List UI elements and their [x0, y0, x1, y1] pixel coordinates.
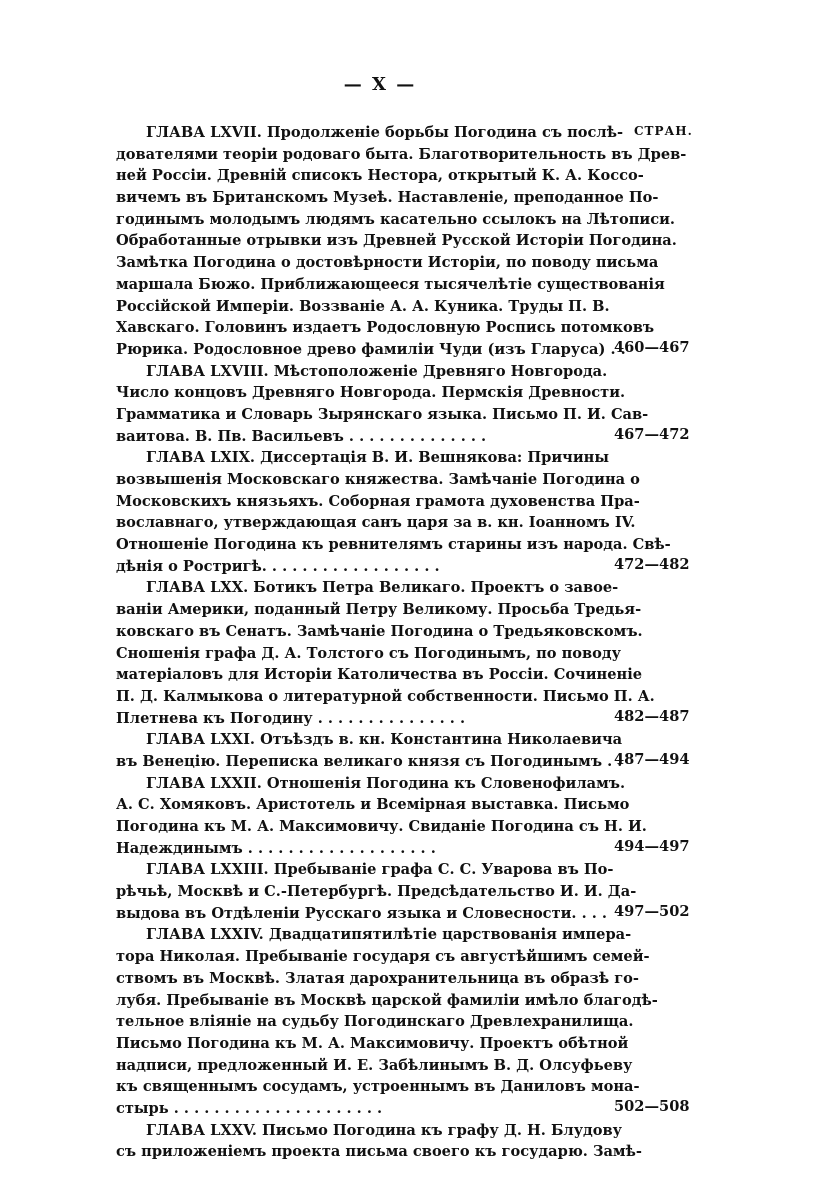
toc-line-text: Хавскаго. Головинъ издаетъ Родословную Роспись потомковъ — [116, 319, 655, 337]
page-number: — X — — [343, 74, 417, 95]
toc-line — [116, 686, 690, 708]
toc-line — [116, 252, 690, 274]
toc-line — [116, 534, 690, 556]
toc-line — [116, 621, 690, 643]
toc-line — [116, 556, 690, 578]
toc-line-text: П. Д. Калмыкова о литературной собственности. Письмо П. А. — [116, 687, 655, 705]
toc-line — [116, 794, 690, 816]
toc-line — [116, 773, 690, 795]
toc-page-range: 467—472 — [614, 425, 690, 443]
toc-line-text: возвышенія Московскаго княжества. Замѣчаніе Погодина о — [116, 471, 640, 488]
toc-line-text: къ священнымъ сосудамъ, устроеннымъ въ Даниловъ мона- — [116, 1078, 640, 1096]
toc-line — [116, 187, 690, 209]
toc-line-text: Число концовъ Древняго Новгорода. Пермскія Древности. — [116, 384, 626, 402]
toc-line — [116, 708, 690, 730]
toc-line-text: дователями теоріи родоваго быта. Благотворительность въ Древ- — [116, 145, 687, 163]
toc-line-text: надписи, предложенный И. Е. Забѣлинымъ В. Д. Олсуфьеву — [116, 1056, 633, 1074]
toc-line-text: ГЛАВА LXXI. Отъѣздъ в. кн. Константина Николаевича — [146, 731, 623, 749]
table-of-contents — [116, 122, 690, 1163]
toc-line-text: Рюрика. Родословное древо фамиліи Чуди (изъ Гларуса) . . — [116, 340, 626, 358]
toc-line — [116, 317, 690, 339]
toc-line-text: дѣнія о Ростригѣ. . . . . . . . . . . . . . . . . . — [116, 557, 440, 575]
toc-line-text: съ приложеніемъ проекта письма своего къ государю. Замѣ- — [116, 1143, 642, 1161]
toc-line — [116, 816, 690, 838]
toc-line-text: ковскаго въ Сенатъ. Замѣчаніе Погодина о Тредьяковскомъ. — [116, 622, 643, 640]
toc-page-range: 494—497 — [614, 837, 690, 855]
toc-line — [116, 1141, 690, 1163]
toc-line-text: Грамматика и Словарь Зырянскаго языка. Письмо П. И. Сав- — [116, 405, 649, 423]
toc-line — [116, 382, 690, 404]
toc-line — [116, 577, 690, 599]
toc-line — [116, 1011, 690, 1033]
toc-line — [116, 1098, 690, 1120]
toc-line — [116, 469, 690, 491]
toc-line-text: Плетнева къ Погодину . . . . . . . . . . . . . . . — [116, 709, 466, 727]
toc-line — [116, 990, 690, 1012]
toc-line-text: Россійской Имперіи. Воззваніе А. А. Куника. Труды П. В. — [116, 297, 610, 315]
toc-line-text: ГЛАВА LXXV. Письмо Погодина къ графу Д. Н. Блудову — [146, 1121, 622, 1139]
toc-line-text: годинымъ молодымъ людямъ касательно ссылокъ на Лѣтописи. — [116, 210, 676, 228]
toc-line — [116, 924, 690, 946]
toc-line-text: ГЛАВА LXVII. Продолженіе борьбы Погодина съ послѣ- — [146, 124, 624, 141]
toc-line-text: въ Венецію. Переписка великаго князя съ Погодинымъ . . — [116, 752, 623, 770]
toc-line — [116, 1055, 690, 1077]
toc-line — [116, 144, 690, 166]
toc-line-text: тора Николая. Пребываніе государя съ августѣйшимъ семей- — [116, 948, 650, 966]
toc-line — [116, 122, 690, 144]
toc-line-text: вославнаго, утверждающая санъ царя за в. кн. Іоанномъ IV. — [116, 514, 636, 532]
toc-line — [116, 838, 690, 860]
toc-line — [116, 426, 690, 448]
toc-page-range: 497—502 — [614, 902, 690, 920]
toc-line-text: ГЛАВА LXVIII. Мѣстоположеніе Древняго Новгорода. — [146, 362, 608, 380]
toc-line-text: Московскихъ князьяхъ. Соборная грамота духовенства Пра- — [116, 492, 640, 510]
toc-line-text: стырь . . . . . . . . . . . . . . . . . . . . . — [116, 1099, 383, 1117]
toc-line-text: рѣчьѣ, Москвѣ и С.-Петербургѣ. Предсѣдательство И. И. Да- — [116, 883, 637, 901]
toc-line-text: тельное вліяніе на судьбу Погодинскаго Древлехранилища. — [116, 1013, 634, 1031]
toc-line — [116, 903, 690, 925]
toc-line — [116, 946, 690, 968]
toc-line — [116, 165, 690, 187]
toc-line-text: Сношенія графа Д. А. Толстого съ Погодинымъ, по поводу — [116, 644, 621, 662]
toc-line-text: Отношеніе Погодина къ ревнителямъ старины изъ народа. Свѣ- — [116, 536, 671, 554]
toc-line — [116, 274, 690, 296]
toc-line-text: ГЛАВА LXXIII. Пребываніе графа С. С. Уварова въ По- — [146, 861, 614, 879]
toc-line-text: выдова въ Отдѣленіи Русскаго языка и Словесности. . . . — [116, 904, 607, 922]
toc-page-range: 502—508 — [614, 1097, 690, 1115]
toc-line — [116, 1120, 690, 1142]
toc-line — [116, 339, 690, 361]
toc-page-range: 460—467 — [614, 338, 690, 356]
toc-line — [116, 881, 690, 903]
toc-line — [116, 729, 690, 751]
toc-line-text: Обработанные отрывки изъ Древней Русской Исторіи Погодина. — [116, 232, 677, 250]
toc-line — [116, 1033, 690, 1055]
toc-line — [116, 751, 690, 773]
toc-line — [116, 296, 690, 318]
toc-page-range: 487—494 — [614, 750, 690, 768]
toc-line-text: вичемъ въ Британскомъ Музеѣ. Наставленіе, преподанное По- — [116, 189, 659, 207]
toc-line-text: ГЛАВА LXXIV. Двадцатипятилѣтіе царствованія импера- — [146, 926, 632, 944]
toc-line-text: ствомъ въ Москвѣ. Златая дарохранительница въ образѣ го- — [116, 969, 639, 987]
toc-line-text: матеріаловъ для Исторіи Католичества въ Россіи. Сочиненіе — [116, 666, 643, 684]
toc-line-text: Надеждинымъ . . . . . . . . . . . . . . . . . . . — [116, 839, 436, 857]
toc-line — [116, 447, 690, 469]
toc-line — [116, 361, 690, 383]
toc-line — [116, 1076, 690, 1098]
toc-line — [116, 230, 690, 252]
toc-line — [116, 859, 690, 881]
toc-line-text: Замѣтка Погодина о достовѣрности Исторіи, по поводу письма — [116, 254, 659, 272]
toc-line-text: ГЛАВА LXXII. Отношенія Погодина къ Словенофиламъ. — [146, 774, 626, 792]
toc-line-text: Письмо Погодина къ М. А. Максимовичу. Проектъ обѣтной — [116, 1034, 629, 1052]
toc-line-text: Погодина къ М. А. Максимовичу. Свиданіе Погодина съ Н. И. — [116, 818, 647, 835]
toc-line — [116, 209, 690, 231]
toc-line-text: ней Россіи. Древній списокъ Нестора, открытый К. А. Коссо- — [116, 167, 644, 185]
toc-line-text: ваніи Америки, поданный Петру Великому. Просьба Тредья- — [116, 601, 642, 619]
toc-line — [116, 491, 690, 513]
toc-line — [116, 599, 690, 621]
toc-line — [116, 512, 690, 534]
toc-line — [116, 664, 690, 686]
toc-line — [116, 643, 690, 665]
toc-line-text: ГЛАВА LXIX. Диссертація В. И. Вешнякова: Причины — [146, 449, 609, 467]
toc-line-text: маршала Бюжо. Приближающееся тысячелѣтіе существованія — [116, 275, 665, 293]
toc-line-text: ГЛАВА LXX. Ботикъ Петра Великаго. Проектъ о завое- — [146, 579, 619, 597]
toc-page-range: 482—487 — [614, 707, 690, 725]
toc-line-text: лубя. Пребываніе въ Москвѣ царской фамиліи имѣло благодѣ- — [116, 991, 658, 1009]
toc-line-text: А. С. Хомяковъ. Аристотель и Всемірная выставка. Письмо — [116, 796, 630, 814]
toc-line-text: ваитова. В. Пв. Васильевъ . . . . . . . . . . . . . . — [116, 427, 487, 445]
toc-page-range: 472—482 — [614, 555, 690, 573]
toc-line — [116, 968, 690, 990]
pages-column-header: СТРАН. — [634, 124, 693, 138]
toc-line — [116, 404, 690, 426]
